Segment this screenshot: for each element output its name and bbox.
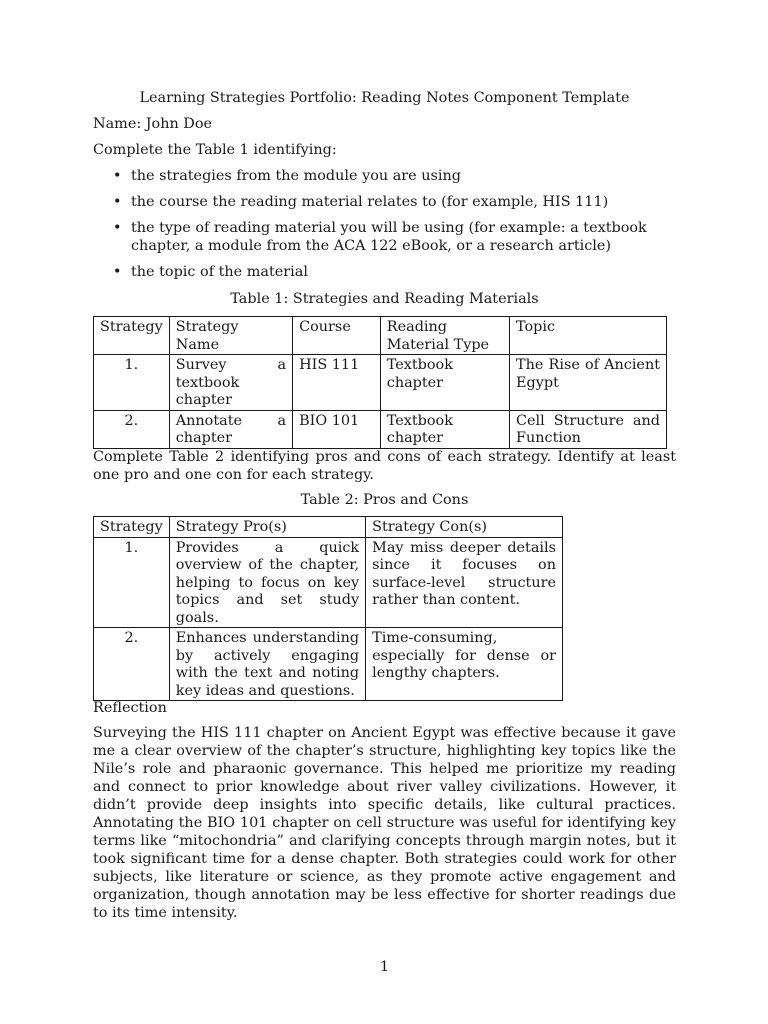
table-cell: BIO 101 bbox=[293, 410, 381, 448]
document-title: Learning Strategies Portfolio: Reading Notes Component Template bbox=[139, 90, 630, 106]
table-cell: The Rise of Ancient Egypt bbox=[510, 355, 667, 411]
table-cell: Provides a quick overview of the chapter, helping to focus on key topics and set study goals. bbox=[169, 537, 365, 628]
table-cell: Cell Structure and Function bbox=[510, 410, 667, 448]
table-cell: May miss deeper details since it focuses on surface-level structure rather than content. bbox=[366, 537, 563, 628]
reflection-heading: Reflection bbox=[93, 700, 167, 716]
list-item: • the course the reading material relates to (for example, HIS 111) bbox=[93, 193, 676, 211]
table-header-cell: Reading Material Type bbox=[380, 317, 509, 355]
name-line: Name: John Doe bbox=[93, 116, 213, 132]
table-cell: Survey a textbook chapter bbox=[169, 355, 292, 411]
list-item: • the topic of the material bbox=[93, 263, 676, 281]
table-cell: HIS 111 bbox=[293, 355, 381, 411]
table-cell: Time-consuming, especially for dense or lengthy chapters. bbox=[366, 628, 563, 701]
strategies-table bbox=[93, 316, 667, 449]
table-row bbox=[94, 410, 667, 448]
intro-text: Complete the Table 1 identifying: bbox=[93, 142, 337, 158]
page-number: 1 bbox=[379, 959, 390, 975]
table-header-cell: Strategy Pro(s) bbox=[169, 517, 365, 538]
table-cell: 2. bbox=[94, 410, 170, 448]
table-cell: Textbook chapter bbox=[380, 410, 509, 448]
table-header-cell: Strategy bbox=[94, 517, 170, 538]
table-row bbox=[94, 628, 563, 701]
list-item: • the strategies from the module you are using bbox=[93, 167, 676, 185]
reflection-paragraph: Surveying the HIS 111 chapter on Ancient Egypt was effective because it gave me a clear overview of the chapter’s structure, highlighting key topics like the Nile’s role and pharaonic governance. This helped me prioritize my reading and connect to prior knowledge about river valley civilizations. However, it didn’t provide deep insights into specific details, like cultural practices. Annotating the BIO 101 chapter on cell structure was useful for identifying key terms like “mitochondria” and clarifying concepts through margin notes, but it took significant time for a dense chapter. Both strategies could work for other subjects, like literature or science, as they promote active engagement and organization, though annotation may be less effective for shorter readings due to its time intensity. bbox=[93, 725, 676, 921]
table-header-cell: Strategy bbox=[94, 317, 170, 355]
table-header-cell: Course bbox=[293, 317, 381, 355]
table-header-cell: Strategy Name bbox=[169, 317, 292, 355]
table-cell: 2. bbox=[94, 628, 170, 701]
table2-instructions: Complete Table 2 identifying pros and cons of each strategy. Identify at least one pro and one con for each strategy. bbox=[93, 449, 676, 483]
instruction-list bbox=[93, 167, 676, 289]
table-header-row bbox=[94, 317, 667, 355]
table-header-cell: Topic bbox=[510, 317, 667, 355]
table-row bbox=[94, 355, 667, 411]
table-cell: Textbook chapter bbox=[380, 355, 509, 411]
pros-cons-table bbox=[93, 516, 563, 701]
table-header-row bbox=[94, 517, 563, 538]
table1-caption: Table 1: Strategies and Reading Materials bbox=[230, 291, 539, 307]
table-header-cell: Strategy Con(s) bbox=[366, 517, 563, 538]
list-item: • the type of reading material you will be using (for example: a textbook chapter, a module from the ACA 122 eBook, or a research article) bbox=[93, 219, 676, 255]
table-cell: 1. bbox=[94, 537, 170, 628]
table-cell: Annotate a chapter bbox=[169, 410, 292, 448]
table-row bbox=[94, 537, 563, 628]
table2-caption: Table 2: Pros and Cons bbox=[300, 492, 469, 508]
table-cell: Enhances understanding by actively engaging with the text and noting key ideas and questions. bbox=[169, 628, 365, 701]
table-cell: 1. bbox=[94, 355, 170, 411]
